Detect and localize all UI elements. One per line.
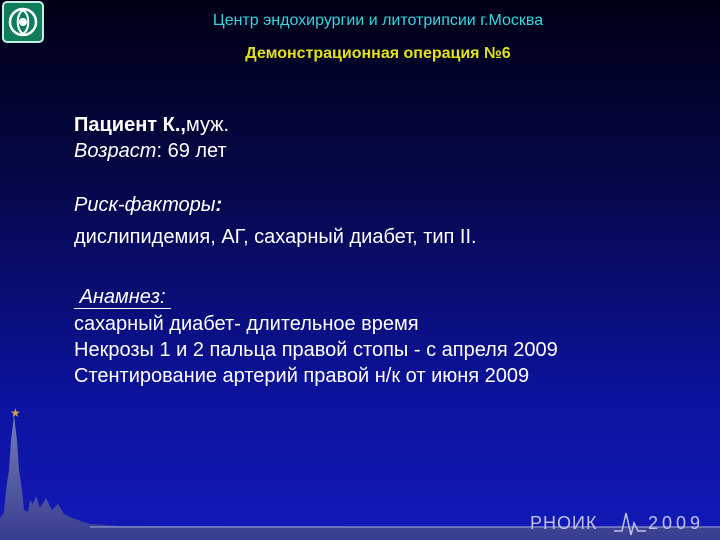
risk-label: Риск-факторы bbox=[74, 194, 216, 216]
age-row bbox=[74, 138, 558, 164]
anamnesis-line-2: Некрозы 1 и 2 пальца правой стопы - с апреля 2009 bbox=[74, 339, 558, 361]
brand-mark bbox=[528, 505, 718, 537]
age-label: Возраст bbox=[74, 140, 157, 162]
risk-colon: : bbox=[215, 194, 223, 216]
anamnesis-label: Анамнез: bbox=[74, 286, 171, 309]
brand-year: 2009 bbox=[648, 513, 705, 533]
patient-sex: муж. bbox=[185, 114, 230, 136]
anamnesis-label-row bbox=[74, 284, 558, 311]
age-value: : 69 лет bbox=[156, 140, 227, 162]
slide-content bbox=[74, 112, 558, 389]
risk-label-row bbox=[74, 192, 558, 218]
header-center-title: Центр эндохирургии и литотрипсии г.Москва bbox=[212, 12, 544, 29]
patient-name-label: Пациент К., bbox=[74, 114, 186, 136]
svg-text:★: ★ bbox=[10, 406, 21, 420]
anamnesis-line-3: Стентирование артерий правой н/к от июня 2009 bbox=[74, 365, 530, 387]
anamnesis-line-1: сахарный диабет- длительное время bbox=[74, 313, 419, 335]
risk-text: дислипидемия, АГ, сахарный диабет, тип II. bbox=[74, 226, 477, 248]
patient-row bbox=[74, 112, 558, 138]
header-operation-title: Демонстрационная операция №6 bbox=[245, 45, 511, 62]
brand-name: РНОИК bbox=[530, 513, 598, 533]
